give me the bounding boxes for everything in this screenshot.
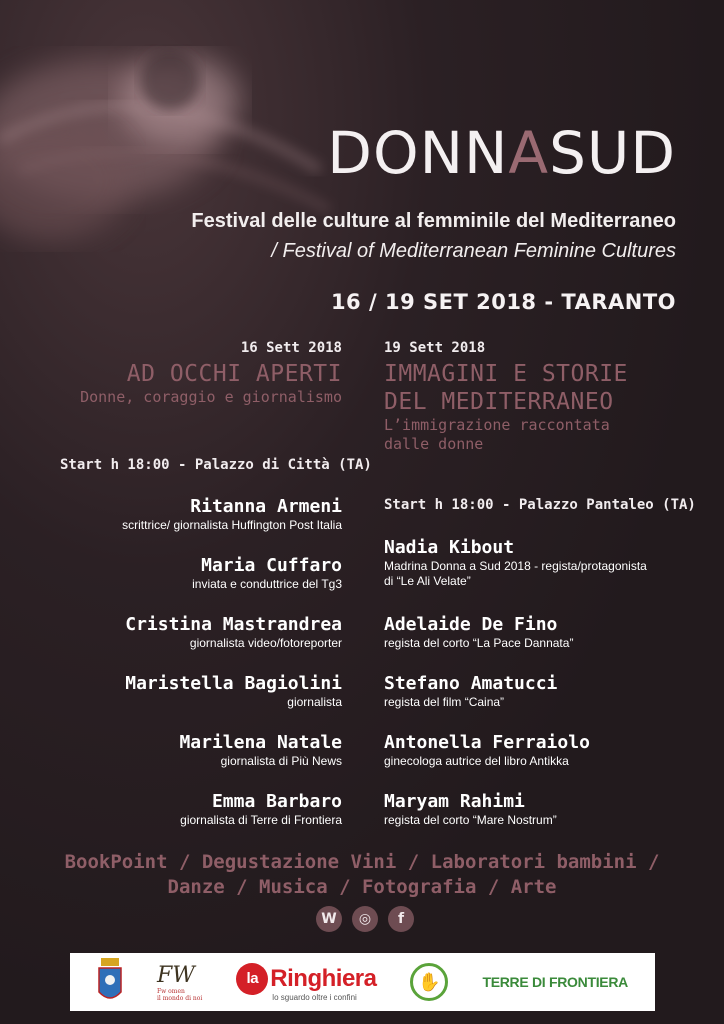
facebook-icon[interactable]: f [388,906,414,932]
speaker-left-1 [12,496,342,533]
speaker-role: giornalista [287,695,342,709]
speaker-role: giornalista video/fotoreporter [189,636,342,650]
festival-title [327,119,676,187]
festival-subtitle-en: / Festival of Mediterranean Feminine Cultures [271,240,676,262]
right-event-subtitle-line1: L’immigrazione raccontata [384,416,610,434]
ringhiera-tagline: lo sguardo oltre i confini [272,992,357,1002]
right-event-title-line2: DEL MEDITERRANEO [384,389,614,415]
blurred-dancer-image [0,20,340,320]
title-part2: SUD [549,119,676,187]
speaker-role: giornalista di Più News [220,754,342,768]
speaker-role: scrittrice/ giornalista Huffington Post Italia [122,518,342,532]
ringhiera-name: Ringhiera [270,964,377,992]
speaker-right-4 [384,732,704,769]
instagram-icon[interactable]: ◎ [352,906,378,932]
right-event-start: Start h 18:00 - Palazzo Pantaleo (TA) [384,497,696,513]
left-event-start: Start h 18:00 - Palazzo di Città (TA) [60,457,372,473]
speaker-name: Maristella Bagiolini [125,673,342,694]
fwomen-logo [157,963,202,1002]
speaker-name: Emma Barbaro [211,791,342,812]
left-event-subtitle: Donne, coraggio e giornalismo [80,388,342,406]
speaker-role: Madrina Donna a Sud 2018 - regista/protagonista [384,559,647,573]
green-hand-logo-icon: ✋ [410,963,448,1001]
activities-line-2: Danze / Musica / Fotografia / Arte [167,876,557,898]
speaker-name: Stefano Amatucci [384,673,558,694]
left-event-header [22,340,342,407]
speaker-name: Adelaide De Fino [384,614,558,635]
speaker-left-3 [12,614,342,651]
fwomen-logo-sub: Fw omen [156,987,185,995]
right-event-subtitle-line2: dalle donne [384,435,484,453]
speaker-role: regista del film “Caina” [384,695,505,709]
fwomen-logo-main: FW [156,962,195,988]
speaker-name: Antonella Ferraiolo [384,732,590,753]
speaker-name: Maria Cuffaro [201,555,342,576]
speaker-right-3 [384,673,704,710]
title-accent-letter: A [508,119,550,187]
speaker-role: regista del corto “Mare Nostrum” [384,813,557,827]
speaker-name: Nadia Kibout [384,537,515,558]
right-event-header [384,340,704,454]
speaker-left-6 [12,791,342,828]
wordpress-icon[interactable]: W [316,906,342,932]
right-event-title-line1: IMMAGINI E STORIE [384,361,628,387]
left-event-title: AD OCCHI APERTI [126,361,342,387]
terre-di-frontiera-logo: TERRE DI FRONTIERA [482,974,628,990]
left-event-date: 16 Sett 2018 [240,340,342,356]
sponsor-logos-bar [70,953,655,1011]
right-event-date: 19 Sett 2018 [384,340,486,356]
fwomen-logo-tag: il mondo di noi [156,994,203,1002]
title-part1: DONN [327,119,509,187]
speaker-role-cont: di “Le Ali Velate” [384,574,471,588]
speaker-name: Maryam Rahimi [384,791,525,812]
speaker-role: regista del corto “La Pace Dannata” [384,636,574,650]
activities-line-1: BookPoint / Degustazione Vini / Laboratori bambini / [64,851,660,873]
speaker-right-2 [384,614,704,651]
ringhiera-la-badge: la [236,963,268,995]
speaker-name: Cristina Mastrandrea [125,614,342,635]
social-links [316,906,414,932]
speaker-role: ginecologa autrice del libro Antikka [384,754,569,768]
la-ringhiera-logo [236,963,376,1002]
speaker-right-1 [384,537,704,589]
activities-list [0,850,724,900]
speaker-left-4 [12,673,342,710]
speaker-role: giornalista di Terre di Frontiera [180,813,342,827]
speaker-left-5 [12,732,342,769]
speaker-right-5 [384,791,704,828]
festival-subtitle: Festival delle culture al femminile del Mediterraneo [191,210,676,232]
festival-dates: 16 / 19 SET 2018 - TARANTO [330,290,676,314]
city-crest-logo [97,958,123,1006]
speaker-name: Ritanna Armeni [190,496,342,517]
speaker-role: inviata e conduttrice del Tg3 [192,577,342,591]
speaker-left-2 [12,555,342,592]
speaker-name: Marilena Natale [179,732,342,753]
